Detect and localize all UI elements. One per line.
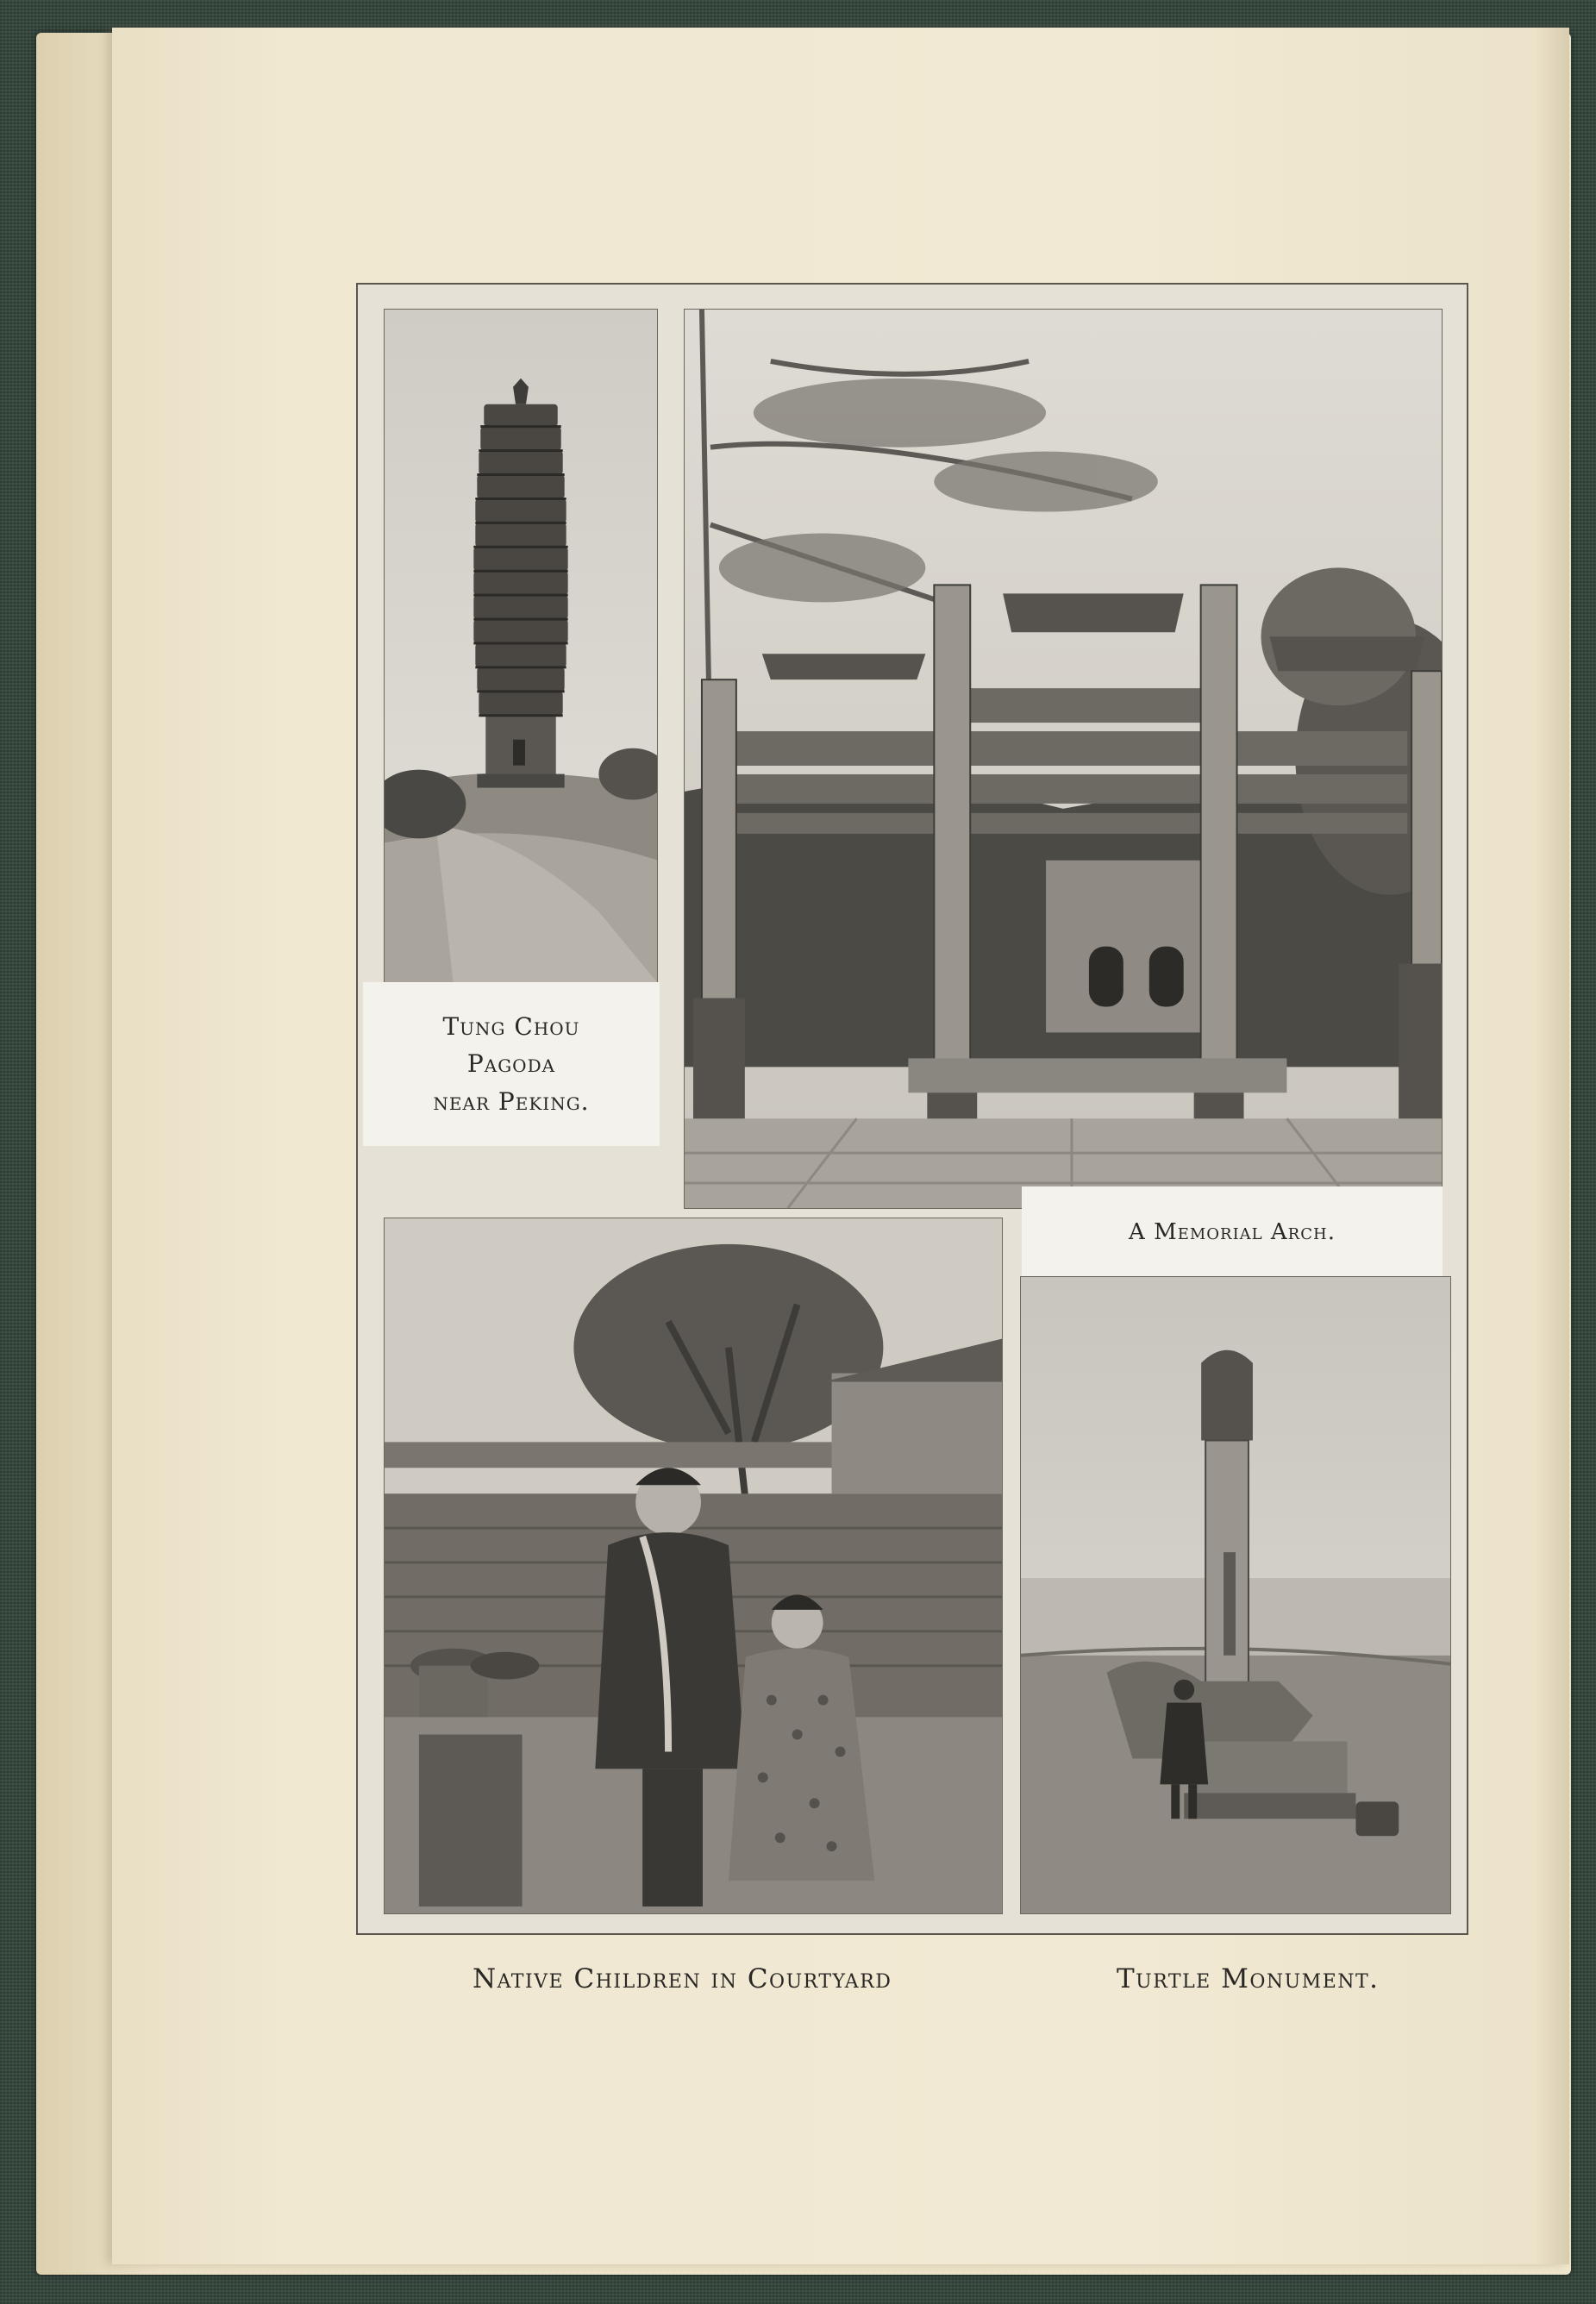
turtle-monument-caption bbox=[1117, 1963, 1380, 1994]
memorial-arch-caption bbox=[1022, 1186, 1443, 1278]
pagoda-caption-line-2: Pagoda bbox=[466, 1049, 556, 1079]
pagoda-caption bbox=[363, 982, 660, 1146]
pagoda-caption-line-3: near Peking. bbox=[433, 1086, 590, 1116]
memorial-arch-photo bbox=[684, 309, 1443, 1209]
memorial-arch-caption-text: A Memorial Arch. bbox=[1129, 1218, 1336, 1245]
photo-plate bbox=[356, 283, 1468, 1935]
turtle-monument-photo bbox=[1020, 1276, 1451, 1914]
turtle-monument-caption-text: Turtle Monument. bbox=[1117, 1963, 1380, 1994]
native-children-caption bbox=[473, 1963, 892, 1994]
native-children-photo bbox=[384, 1218, 1003, 1914]
pagoda-photo bbox=[384, 309, 658, 983]
native-children-caption-text: Native Children in Courtyard bbox=[473, 1963, 892, 1994]
page-edge-shadow bbox=[1535, 28, 1569, 2264]
pagoda-caption-line-1: Tung Chou bbox=[442, 1011, 580, 1041]
